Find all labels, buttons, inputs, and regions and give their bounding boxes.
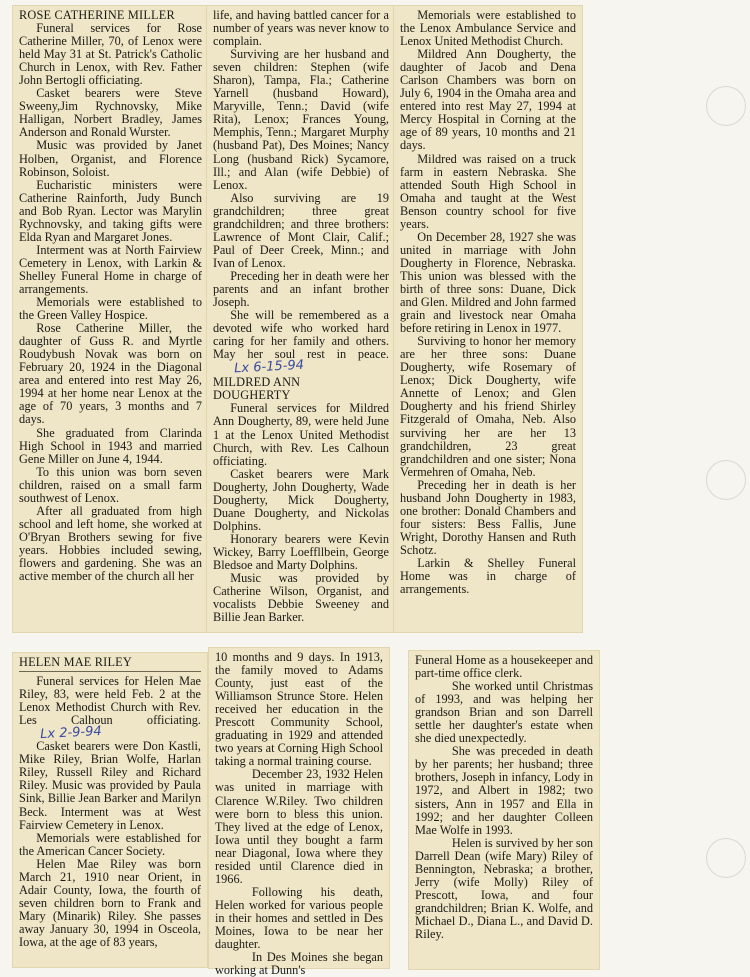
paragraph: She graduated from Clarinda High School in 1943 and married Gene Miller on June 4, 1944. [19,425,202,466]
paragraph: life, and having battled cancer for a number of years was never know to complain. [213,8,389,49]
obituary-heading: ROSE CATHERINE MILLER [19,8,175,22]
scan-hole-shadow [706,838,746,878]
paragraph: Larkin & Shelley Funeral Home was in charge of arrangements. [400,555,576,597]
paragraph: Music was provided by Janet Holben, Organist, and Florence Robinson, Soloist. [19,138,202,179]
paragraph: Surviving are her husband and seven children: Stephen (wife Sharon), Tampa, Fla.; Catherine Yarnell (husband Howard), Maryville, Tenn.; David (wife Rita), Lenox; Frances Young, Memphis, Tenn.; Margaret Murphy (husband Pat), Des Moines; Nancy Long (husband Rick) Sycamore, Ill.; and Alan (wife Debbie) of Lenox. [213,47,389,192]
obituary-helen-col2 [208,647,390,977]
paragraph: 10 months and 9 days. In 1913, the family moved to Adams County, just east of the Williamson Strunce Store. Helen received her education in the Prescott Community School, graduating in 1929 and attended two years at Corning High School taking a normal training course. [215,650,383,769]
obituary-heading: HELEN MAE RILEY [19,655,132,669]
paragraph: Funeral services for Rose Catherine Miller, 70, of Lenox were held May 31 at St. Patrick's Catholic Church in Lenox, with Rev. Father John Bertogli officiating. [19,21,202,88]
paragraph: Music was provided by Catherine Wilson, Organist, and vocalists Debbie Sweeney and Billie Jean Barker. [213,571,389,625]
paragraph: Funeral Home as a housekeeper and part-time office clerk. [415,653,593,681]
scan-hole-shadow [706,460,746,500]
paragraph: December 23, 1932 Helen was united in marriage with Clarence W.Riley. Two children were born to bless this union. They lived at the edge of Lenox, Iowa until they bought a farm near Diagonal, Iowa where they resided until Clarence died in 1966. [215,767,383,886]
obituary-helen-col1 [12,652,208,968]
paragraph: She worked until Christmas of 1993, and was helping her grandson Brian and son Darrell settle her daughter's estate when she died unexpectedly. [415,679,593,746]
obituary-mildred-col3 [393,5,583,633]
paragraph: Casket bearers were Don Kastli, Mike Riley, Brian Wolfe, Harlan Riley, Russell Riley and Richard Riley. Music was provided by Paula Sink, Billie Jean Barker and Marilyn Beck. Interment was at West Fairview Cemetery in Lenox. [19,739,201,832]
paragraph: Casket bearers were Steve Sweeny,Jim Rychnovsky, Mike Halligan, Norbert Bradley, James Anderson and Ronald Wurster. [19,86,202,140]
paragraph: Also surviving are 19 grandchildren; three great grandchildren; and three brothers: Lawrence of Mont Clair, Calif.; Paul of Deer Creek, Minn.; and Ivan of Lenox. [213,190,389,270]
paragraph: Helen Mae Riley was born March 21, 1910 near Orient, in Adair County, Iowa, the fourth of seven children born to Frank and Mary (Minarik) Riley. She passes away January 30, 1994 in Osceola, Iowa, at the age of 83 years, [19,856,201,949]
obituary-rose-col1 [12,5,209,633]
obituary-heading: DOUGHERTY [213,388,291,403]
paragraph: After all graduated from high school and left home, she worked at O'Bryan Brothers sewing for five years. Hobbies included sewing, flowers and gardening. She was an active member of the church all her [19,503,202,584]
paragraph: Preceding her in death were her parents and an infant brother Joseph. [213,268,389,310]
paragraph: Following his death, Helen worked for various people in their homes and settled in Des Moines, Iowa to be near her daughter. [215,884,383,952]
handwritten-date: Lx 2-9-94 [39,724,103,743]
paragraph: Casket bearers were Mark Dougherty, John Dougherty, Wade Dougherty, Mick Dougherty, Duane Dougherty, and Nickolas Dolphins. [213,466,389,533]
paragraph: To this union was born seven children, raised on a small farm southwest of Lenox. [19,464,202,505]
paragraph-text: She will be remembered as a devoted wife who worked hard caring for her family and others. May her soul rest in peace. [213,308,389,362]
paragraph [213,308,389,377]
heading-rule [19,671,201,672]
paragraph: Mildred Ann Dougherty, the daughter of Jacob and Dena Carlson Chambers was born on July 6, 1904 in the Omaha area and entered into rest May 27, 1994 at Mercy Hospital in Corning at the age of 89 years, 10 months and 21 days. [400,47,576,153]
paragraph [19,674,201,743]
paragraph: Interment was at North Fairview Cemetery in Lenox, with Larkin & Shelley Funeral Home in charge of arrangements. [19,242,202,296]
obituary-heading: MILDRED ANN [213,375,301,390]
paragraph: On December 28, 1927 she was united in marriage with John Dougherty in Florence, Nebraska. This union was blessed with the birth of three sons: Duane, Dick and Glen. Mildred and John farmed grain and livestock near Omaha before retiring in Lenox in 1977. [400,229,576,336]
paragraph: Eucharistic ministers were Catherine Rainforth, Judy Bunch and Bob Ryan. Lector was Marylin Rychnovsky, and taking gifts were Elda Ryan and Margaret Jones. [19,177,202,244]
paragraph: Honorary bearers were Kevin Wickey, Barry Loeffllbein, George Bledsoe and Marty Dolphins. [213,531,389,572]
paragraph: She was preceded in death by her parents; her husband; three brothers, Joseph in infancy, Lody in 1972, and Albert in 1982; two sisters, Ann in 1957 and Ella in 1992; and her daughter Colleen Mae Wolfe in 1993. [415,744,593,837]
paragraph: Mildred was raised on a truck farm in eastern Nebraska. She attended South High School in Omaha and taught at the West Benson country school for five years. [400,151,576,231]
paragraph: Surviving to honor her memory are her three sons: Duane Dougherty, wife Rosemary of Lenox; Dick Dougherty, wife Annette of Lenox; and Glen Dougherty and his friend Shirley Fitzgerald of Omaha, Neb. Also surviving her are her 13 grandchildren, 23 great grandchildren and one sister; Nona Vermehren of Omaha, Neb. [400,334,576,479]
scan-hole-shadow [706,86,746,126]
paragraph-text: Funeral services for Helen Mae Riley, 83, were held Feb. 2 at the Lenox Methodist Church with Rev. Les Calhoun officiating. [19,674,201,728]
paragraph: Funeral services for Mildred Ann Dougherty, 89, were held June 1 at the Lenox United Methodist Church, with Rev. Les Calhoun officiating. [213,401,389,468]
paragraph: Helen is survived by her son Darrell Dean (wife Mary) Riley of Bennington, Nebraska; a brother, Jerry (wife Molly) Riley of Prescott, Iowa, and four grandchildren; Brian K. Wolfe, and Michael D., Diana L., and David D. Riley. [415,835,593,941]
obituary-rose-mildred-col2 [206,5,396,633]
handwritten-date: Lx 6-15-94 [233,357,305,377]
paragraph: Rose Catherine Miller, the daughter of Guss R. and Myrtle Roudybush Novak was born on February 20, 1924 in the Diagonal area and entered into rest May 26, 1994 at her home near Lenox at the age of 70 years, 3 months and 7 days. [19,321,202,427]
paragraph: Memorials were established to the Lenox Ambulance Service and Lenox United Methodist Church. [400,8,576,49]
obituary-helen-col3 [408,650,600,970]
paragraph: In Des Moines she began working at Dunn's [215,950,383,977]
paragraph: Memorials were established for the American Cancer Society. [19,830,201,858]
paragraph: Memorials were established to the Green Valley Hospice. [19,295,202,323]
paragraph: Preceding her in death is her husband John Dougherty in 1983, one brother: Donald Chambers and four sisters: Bess Fallis, June Wright, Dorothy Hansen and Ruth Schotz. [400,477,576,557]
